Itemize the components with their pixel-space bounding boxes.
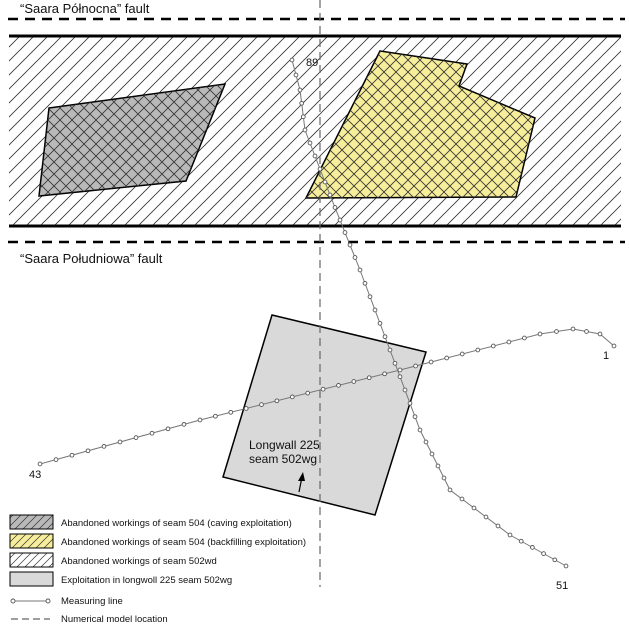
- measuring-line-ew-point: [321, 387, 325, 391]
- measuring-line-ns-point: [328, 193, 332, 197]
- measuring-line-ew-point: [571, 327, 575, 331]
- measuring-line-ew-point: [476, 348, 480, 352]
- longwall-label-line1: Longwall 225: [249, 438, 320, 452]
- measuring-line-ns-point: [553, 558, 557, 562]
- measuring-line-ew-point: [229, 410, 233, 414]
- measuring-line-ns-point: [308, 141, 312, 145]
- measuring-line-ns-point: [378, 321, 382, 325]
- legend-longwall-label: Exploitation in longwoll 225 seam 502wg: [61, 575, 233, 586]
- measuring-line-ns-point: [318, 167, 322, 171]
- measuring-line-ns-point: [531, 546, 535, 550]
- measuring-line-ew-point: [134, 436, 138, 440]
- measuring-line-ew-point: [166, 427, 170, 431]
- measuring-line-ns-point: [424, 440, 428, 444]
- measuring-line-ns-point: [290, 58, 294, 62]
- measuring-line-ew-point: [585, 330, 589, 334]
- longwall-label-line2: seam 502wg: [249, 452, 318, 466]
- measuring-line-ew-point: [612, 344, 616, 348]
- point-1-label: 1: [603, 350, 610, 362]
- measuring-line-ew-point: [523, 336, 527, 340]
- measuring-line-ns-point: [418, 428, 422, 432]
- measuring-line-ew-point: [244, 407, 248, 411]
- measuring-line-ns-point: [333, 206, 337, 210]
- measuring-line-ew-point: [337, 384, 341, 388]
- legend-measuring-point-start: [11, 599, 15, 603]
- measuring-line-ew-point: [555, 330, 559, 334]
- measuring-line-ew-point: [150, 431, 154, 435]
- measuring-line-ns-point: [542, 552, 546, 556]
- legend-swatch-seam502wd-hatch: [10, 553, 53, 567]
- measuring-line-ew-point: [214, 414, 218, 418]
- measuring-line-ns-point: [398, 375, 402, 379]
- measuring-line-ns-point: [388, 348, 392, 352]
- legend-swatch-longwall: [10, 572, 53, 586]
- measuring-line-ew-point: [54, 458, 58, 462]
- measuring-line-ew-point: [445, 356, 449, 360]
- measuring-line-ns-point: [313, 154, 317, 158]
- measuring-line-ew-point: [414, 364, 418, 368]
- measuring-line-ns-point: [508, 533, 512, 537]
- measuring-line-ns-point: [460, 497, 464, 501]
- measuring-line-ew-point: [182, 423, 186, 427]
- legend: [10, 515, 306, 625]
- legend-caving-label: Abandoned workings of seam 504 (caving exploitation): [61, 518, 292, 529]
- measuring-line-ns-point: [301, 115, 305, 119]
- legend-seam502wd-label: Abandoned workings of seam 502wd: [61, 556, 217, 567]
- measuring-line-ns-point: [442, 476, 446, 480]
- point-89-label: 89: [306, 57, 319, 69]
- measuring-line-ns-point: [383, 335, 387, 339]
- measuring-line-ew-point: [306, 391, 310, 395]
- measuring-line-ew-point: [491, 344, 495, 348]
- measuring-line-ew-point: [260, 403, 264, 407]
- measuring-line-ew-point: [352, 380, 356, 384]
- longwall-225-area: [223, 315, 426, 515]
- legend-model-label: Numerical model location: [61, 614, 168, 625]
- measuring-line-ns-point: [403, 388, 407, 392]
- measuring-line-ns-point: [373, 308, 377, 312]
- measuring-line-ns-point: [436, 464, 440, 468]
- measuring-line-ns-point: [368, 295, 372, 299]
- measuring-line-ns-point: [472, 506, 476, 510]
- measuring-line-ns-point: [338, 218, 342, 222]
- measuring-line-ns-point: [358, 268, 362, 272]
- measuring-line-ew-point: [598, 332, 602, 336]
- legend-measuring-label: Measuring line: [61, 596, 123, 607]
- legend-measuring-point-end: [46, 599, 50, 603]
- measuring-line-ns-point: [353, 256, 357, 260]
- measuring-line-ns-point: [484, 515, 488, 519]
- measuring-line-ns-point: [430, 452, 434, 456]
- measuring-line-ew-point: [198, 418, 202, 422]
- north-fault-label: “Saara Północna” fault: [20, 1, 150, 16]
- measuring-line-ns-point: [303, 128, 307, 132]
- measuring-line-ns-point: [564, 564, 568, 568]
- measuring-line-ew-point: [429, 360, 433, 364]
- measuring-line-ew-point: [118, 440, 122, 444]
- measuring-line-ew-point: [460, 352, 464, 356]
- point-43-label: 43: [29, 469, 42, 481]
- measuring-line-ew-point: [86, 449, 90, 453]
- measuring-line-ns-point: [323, 180, 327, 184]
- measuring-line-ns-point: [413, 415, 417, 419]
- measuring-line-ns-point: [300, 101, 304, 105]
- measuring-line-ew-point: [367, 376, 371, 380]
- measuring-line-ew-point: [290, 395, 294, 399]
- measuring-line-ew-point: [538, 332, 542, 336]
- south-fault-label: “Saara Południowa” fault: [20, 251, 163, 266]
- legend-swatch-caving-hatch: [10, 515, 53, 529]
- legend-swatch-backfilling-hatch: [10, 534, 53, 548]
- measuring-line-ew-point: [398, 368, 402, 372]
- measuring-line-ns-point: [496, 524, 500, 528]
- measuring-line-ew-point: [383, 372, 387, 376]
- measuring-line-ew-point: [38, 462, 42, 466]
- measuring-line-ew-point: [275, 399, 279, 403]
- measuring-line-ns-point: [294, 73, 298, 77]
- legend-backfilling-label: Abandoned workings of seam 504 (backfilling exploitation): [61, 537, 307, 548]
- measuring-line-ew-point: [102, 445, 106, 449]
- point-51-label: 51: [556, 580, 569, 592]
- measuring-line-ns-point: [343, 231, 347, 235]
- measuring-line-ew-point: [70, 453, 74, 457]
- measuring-line-ns-point: [348, 243, 352, 247]
- measuring-line-ns-point: [408, 401, 412, 405]
- measuring-line-ns-point: [393, 361, 397, 365]
- measuring-line-ns-point: [519, 539, 523, 543]
- measuring-line-ns-point: [298, 88, 302, 92]
- measuring-line-ns-point: [363, 281, 367, 285]
- measuring-line-ns-point: [448, 488, 452, 492]
- measuring-line-ew-point: [507, 340, 511, 344]
